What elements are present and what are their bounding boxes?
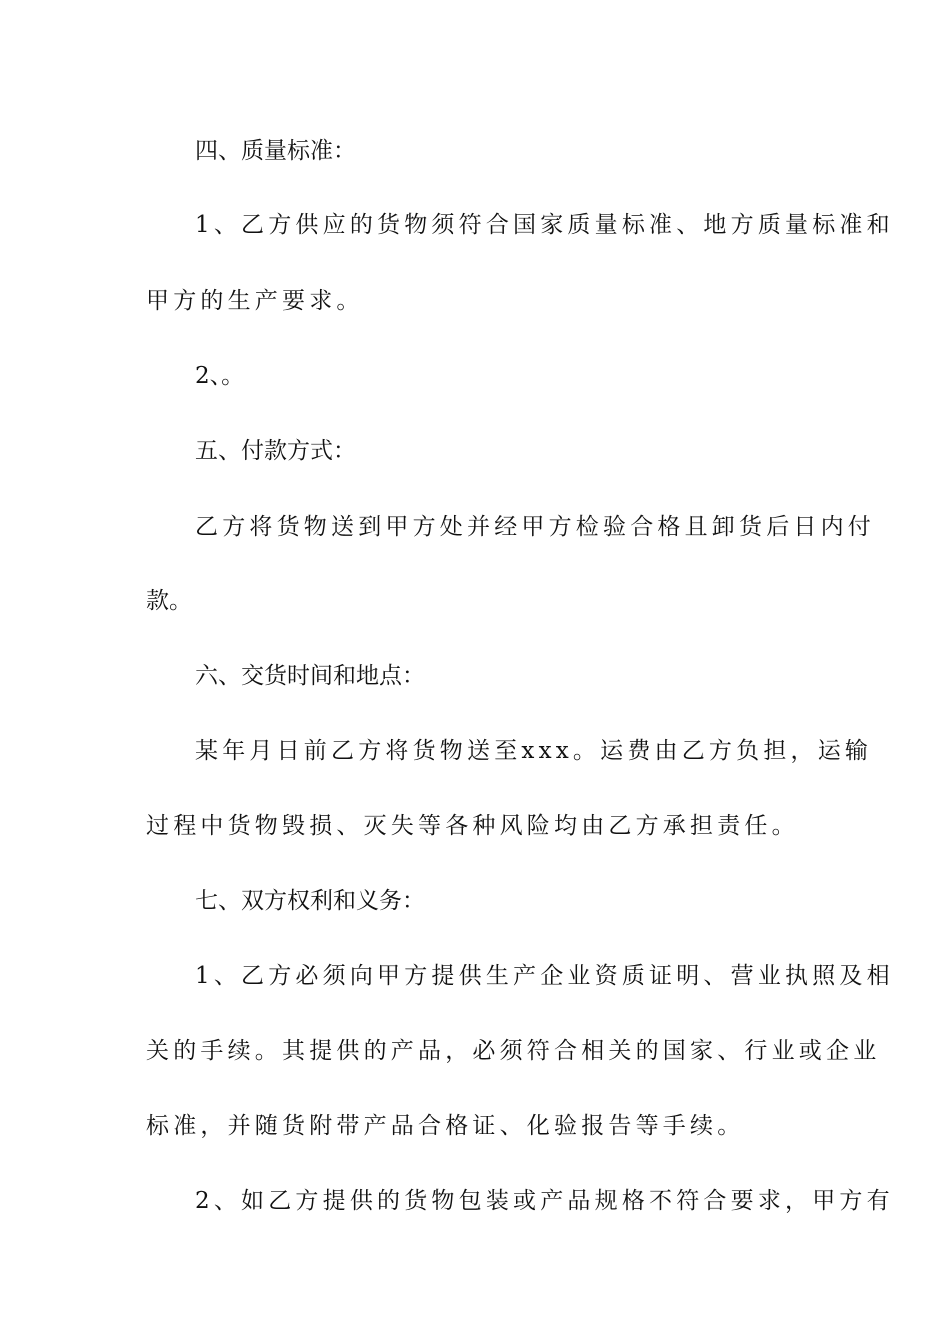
paragraph-line: 某年月日前乙方将货物送至xxx。运费由乙方负担，运输 bbox=[195, 738, 873, 764]
section-heading-quality: 四、质量标准： bbox=[195, 138, 356, 164]
paragraph-line: 甲方的生产要求。 bbox=[146, 288, 364, 314]
paragraph-line: 2、如乙方提供的货物包装或产品规格不符合要求，甲方有 bbox=[195, 1188, 894, 1214]
paragraph-line: 过程中货物毁损、灭失等各种风险均由乙方承担责任。 bbox=[146, 813, 799, 839]
paragraph-line: 标准，并随货附带产品合格证、化验报告等手续。 bbox=[146, 1113, 745, 1139]
section-heading-delivery: 六、交货时间和地点： bbox=[195, 663, 425, 689]
paragraph-line: 乙方将货物送到甲方处并经甲方检验合格且卸货后日内付 bbox=[195, 514, 875, 540]
paragraph-line: 1、乙方必须向甲方提供生产企业资质证明、营业执照及相 bbox=[195, 963, 894, 989]
paragraph-line: 1、乙方供应的货物须符合国家质量标准、地方质量标准和 bbox=[195, 212, 894, 238]
paragraph-line: 关的手续。其提供的产品，必须符合相关的国家、行业或企业 bbox=[146, 1038, 881, 1064]
section-heading-payment: 五、付款方式： bbox=[195, 438, 356, 464]
paragraph-line: 2、。 bbox=[195, 363, 245, 389]
section-heading-rights: 七、双方权利和义务： bbox=[195, 888, 425, 914]
paragraph-line: 款。 bbox=[146, 588, 192, 614]
